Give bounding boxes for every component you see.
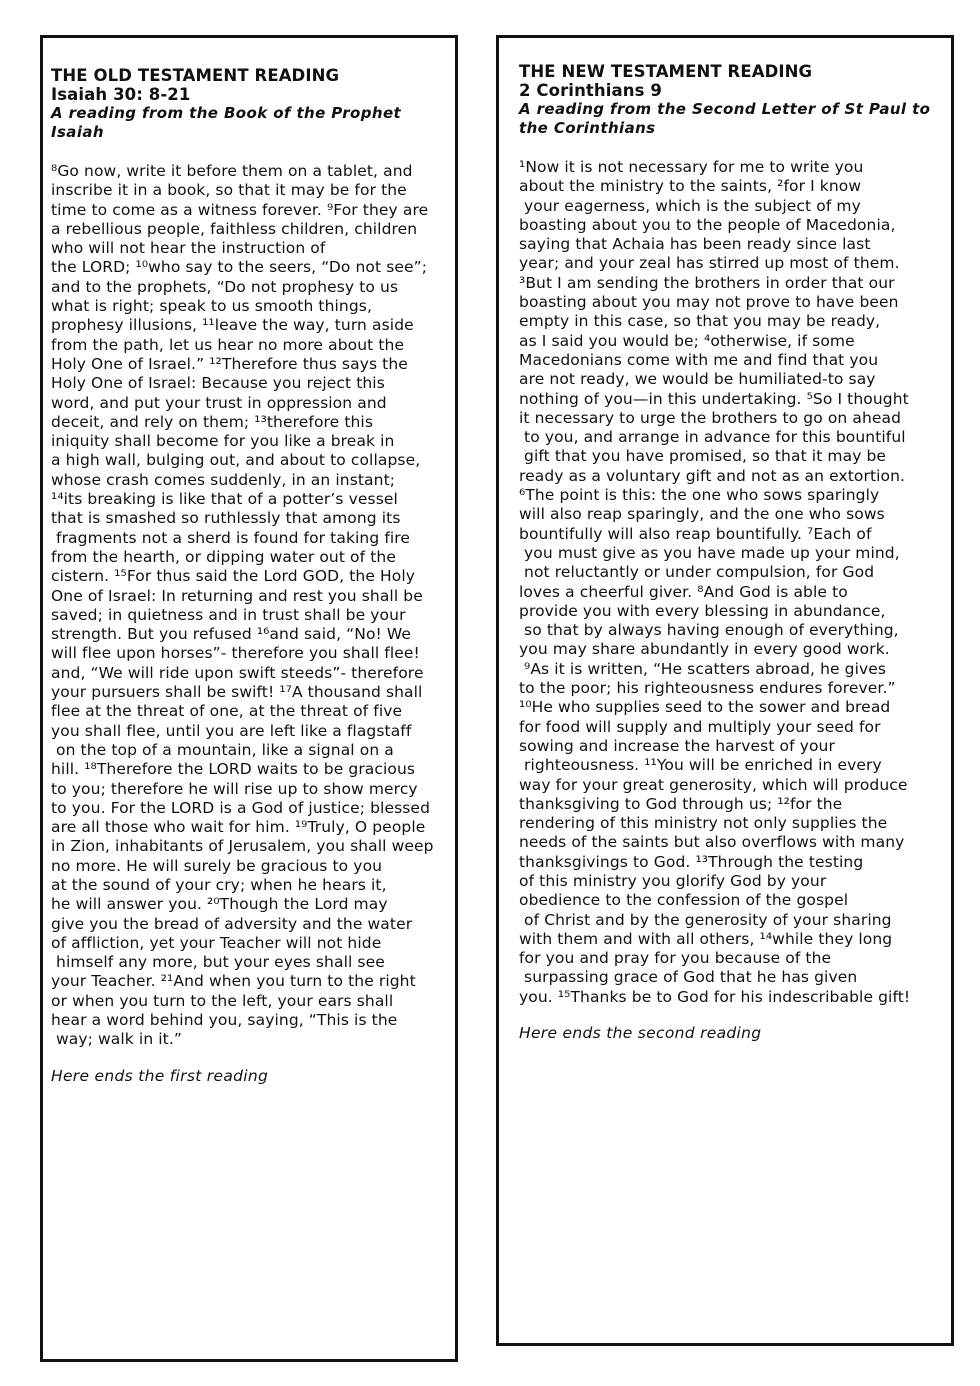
- old-testament-section-title: THE OLD TESTAMENT READING: [51, 66, 340, 85]
- new-testament-text: ¹Now it is not necessary for me to write you about the ministry to the saints, ²for I know your eagerness, which is the subject of my boasting about you to the people of Macedonia, saying that Achaia has been ready since last year; and your zeal has stirred up most of them. ³But I am sending the brothers in order that our boasting about you may not prove to have been empty in this case, so that you may be ready, as I said you would be; ⁴otherwise, if some Macedonians come with me and find that you are not ready, we would be humiliated-to say nothing of you—in this undertaking. ⁵So I thought it necessary to urge the brothers to go on ahead to you, and arrange in advance for this bountiful gift that you have promised, so that it may be ready as a voluntary gift and not as an extortion. ⁶The point is this: the one who sows sparingly will also reap sparingly, and the one who sows bountifully will also reap bountifully. ⁷Each of you must give as you have made up your mind, not reluctantly or under compulsion, for God loves a cheerful giver. ⁸And God is able to provide you with every blessing in abundance, so that by always having enough of everything, you may share abundantly in every good work. ⁹As it is written, “He scatters abroad, he gives to the poor; his righteousness endures forever.” ¹⁰He who supplies seed to the sower and bread for food will supply and multiply your seed for sowing and increase the harvest of your righteousness. ¹¹You will be enriched in every way for your great generosity, which will produce thanksgiving to God through us; ¹²for the rendering of this ministry not only supplies the needs of the saints but also overflows with many thanksgivings to God. ¹³Through the testing of this ministry you glorify God by your obedience to the confession of the gospel of Christ and by the generosity of your sharing with them and with all others, ¹⁴while they long for you and pray for you because of the surpassing grace of God that he has given you. ¹⁵Thanks be to God for his indescribable gift!: [519, 158, 911, 1006]
- new-testament-panel: [496, 35, 954, 1346]
- old-testament-panel: [40, 35, 458, 1362]
- new-testament-section-title: THE NEW TESTAMENT READING: [519, 62, 813, 81]
- old-testament-reference: Isaiah 30: 8-21: [51, 85, 191, 104]
- new-testament-intro: A reading from the Second Letter of St Paul to the Corinthians: [519, 100, 931, 137]
- old-testament-closing: Here ends the first reading: [51, 1066, 269, 1085]
- new-testament-closing: Here ends the second reading: [519, 1024, 762, 1043]
- old-testament-intro: A reading from the Book of the Prophet Isaiah: [51, 104, 402, 141]
- old-testament-text: ⁸Go now, write it before them on a tablet, and inscribe it in a book, so that it may be for the time to come as a witness forever. ⁹For they are a rebellious people, faithless children, children who will not hear the instruction of the LORD; ¹⁰who say to the seers, “Do not see”; and to the prophets, “Do not prophesy to us what is right; speak to us smooth things, prophesy illusions, ¹¹leave the way, turn aside from the path, let us hear no more about the Holy One of Israel.” ¹²Therefore thus says the Holy One of Israel: Because you reject this word, and put your trust in oppression and deceit, and rely on them; ¹³therefore this iniquity shall become for you like a break in a high wall, bulging out, and about to collapse, whose crash comes suddenly, in an instant; ¹⁴its breaking is like that of a potter’s vessel that is smashed so ruthlessly that among its fragments not a sherd is found for taking fire from the hearth, or dipping water out of the cistern. ¹⁵For thus said the Lord GOD, the Holy One of Israel: In returning and rest you shall be saved; in quietness and in trust shall be your strength. But you refused ¹⁶and said, “No! We will flee upon horses”- therefore you shall flee! and, “We will ride upon swift steeds”- therefore your pursuers shall be swift! ¹⁷A thousand shall flee at the threat of one, at the threat of five you shall flee, until you are left like a flagstaff on the top of a mountain, like a signal on a hill. ¹⁸Therefore the LORD waits to be gracious to you; therefore he will rise up to show mercy to you. For the LORD is a God of justice; blessed are all those who wait for him. ¹⁹Truly, O people in Zion, inhabitants of Jerusalem, you shall weep no more. He will surely be gracious to you at the sound of your cry; when he hears it, he will answer you. ²⁰Though the Lord may give you the bread of adversity and the water of affliction, yet your Teacher will not hide himself any more, but your eyes shall see your Teacher. ²¹And when you turn to the right or when you turn to the left, your ears shall hear a word behind you, saying, “This is the way; walk in it.”: [51, 162, 434, 1049]
- new-testament-reference: 2 Corinthians 9: [519, 81, 662, 100]
